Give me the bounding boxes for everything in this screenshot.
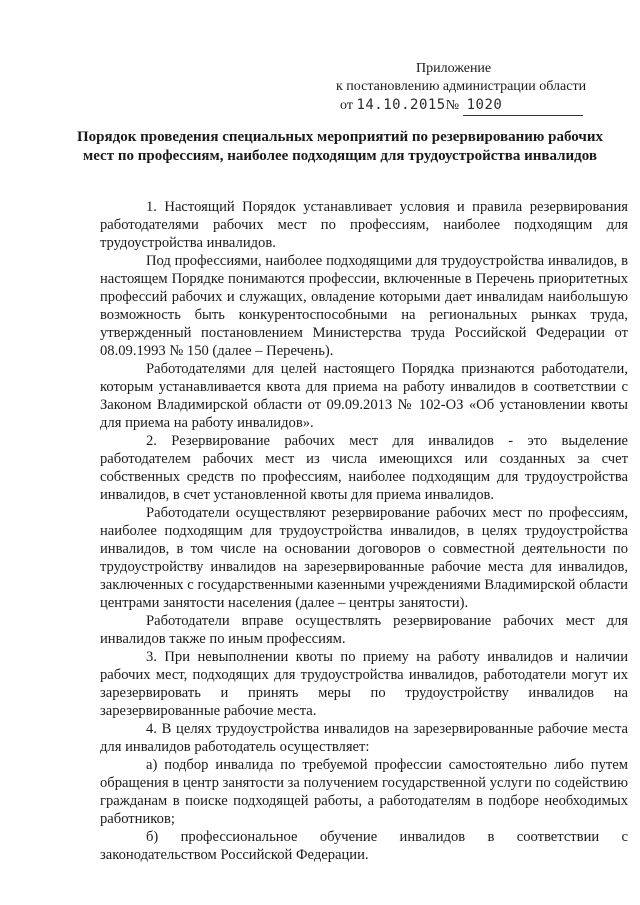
decree-date: 14.10.2015 bbox=[356, 97, 446, 113]
paragraph-2: Под профессиями, наиболее подходящими для трудоустройства инвалидов, в настоящем Порядке понимаются профессии, включенные в Перечень приоритетных профессий рабочих и служащих, овладение которыми дает инвалидам наибольшую возможность быть конкурентоспособными на региональных рынках труда, утвержденный постановлением Министерства труда Российской Федерации от 08.09.1993 № 150 (далее – Перечень). bbox=[100, 253, 628, 359]
paragraph-5: Работодатели осуществляют резервирование рабочих мест по профессиям, наиболее подходящим для трудоустройства инвалидов, в целях трудоустройства инвалидов, в том числе на основании договоров о совместной деятельности по трудоустройству инвалидов на зарезервированные рабочие места для инвалидов, заключенных с государственными казенными учреждениями Владимирской области центрами занятости населения (далее – центры занятости). bbox=[100, 505, 628, 611]
document-body bbox=[100, 198, 628, 864]
paragraph-1: 1. Настоящий Порядок устанавливает условия и правила резервирования работодателями рабочих мест по профессиям, наиболее подходящим для трудоустройства инвалидов. bbox=[100, 199, 628, 251]
paragraph-4: 2. Резервирование рабочих мест для инвалидов - это выделение работодателем рабочих мест из числа имеющихся или созданных за счет собственных средств по профессиям, наиболее подходящим для трудоустройства инвалидов, в счет установленной квоты для приема инвалидов. bbox=[100, 433, 628, 503]
document-title: Порядок проведения специальных мероприятий по резервированию рабочих мест по профессиям, наиболее подходящим для трудоустройства инвалидов bbox=[77, 129, 603, 164]
paragraph-8: 4. В целях трудоустройства инвалидов на зарезервированные рабочие места для инвалидов работодатель осуществляет: bbox=[100, 721, 628, 755]
paragraph-3: Работодателями для целей настоящего Порядка признаются работодатели, которым устанавливается квота для приема на работу инвалидов в соответствии с Законом Владимирской области от 09.09.2013 № 102-ОЗ «Об установлении квоты для приема на работу инвалидов». bbox=[100, 361, 628, 431]
paragraph-7: 3. При невыполнении квоты по приему на работу инвалидов и наличии рабочих мест, подходящих для трудоустройства инвалидов, работодатели могут их зарезервировать и принять меры по трудоустройству инвалидов на зарезервированные рабочие места. bbox=[100, 649, 628, 719]
decree-number: 1020 bbox=[466, 97, 503, 113]
paragraph-6: Работодатели вправе осуществлять резервирование рабочих мест для инвалидов также по иным профессиям. bbox=[100, 613, 628, 647]
date-prefix: от bbox=[340, 98, 353, 113]
appendix-date-line bbox=[332, 96, 612, 116]
appendix-block bbox=[332, 60, 612, 116]
appendix-title: Приложение bbox=[416, 61, 492, 76]
paragraph-9: а) подбор инвалида по требуемой профессии самостоятельно либо путем обращения в центр занятости за получением государственной услуги по содействию гражданам в поиске подходящей работы, а работодателям в подборе необходимых работников; bbox=[100, 757, 628, 827]
paragraph-10: б) профессиональное обучение инвалидов в соответствии с законодательством Российской Федерации. bbox=[100, 829, 628, 863]
appendix-decree: к постановлению администрации области bbox=[336, 79, 587, 94]
number-sign: № bbox=[445, 98, 460, 113]
